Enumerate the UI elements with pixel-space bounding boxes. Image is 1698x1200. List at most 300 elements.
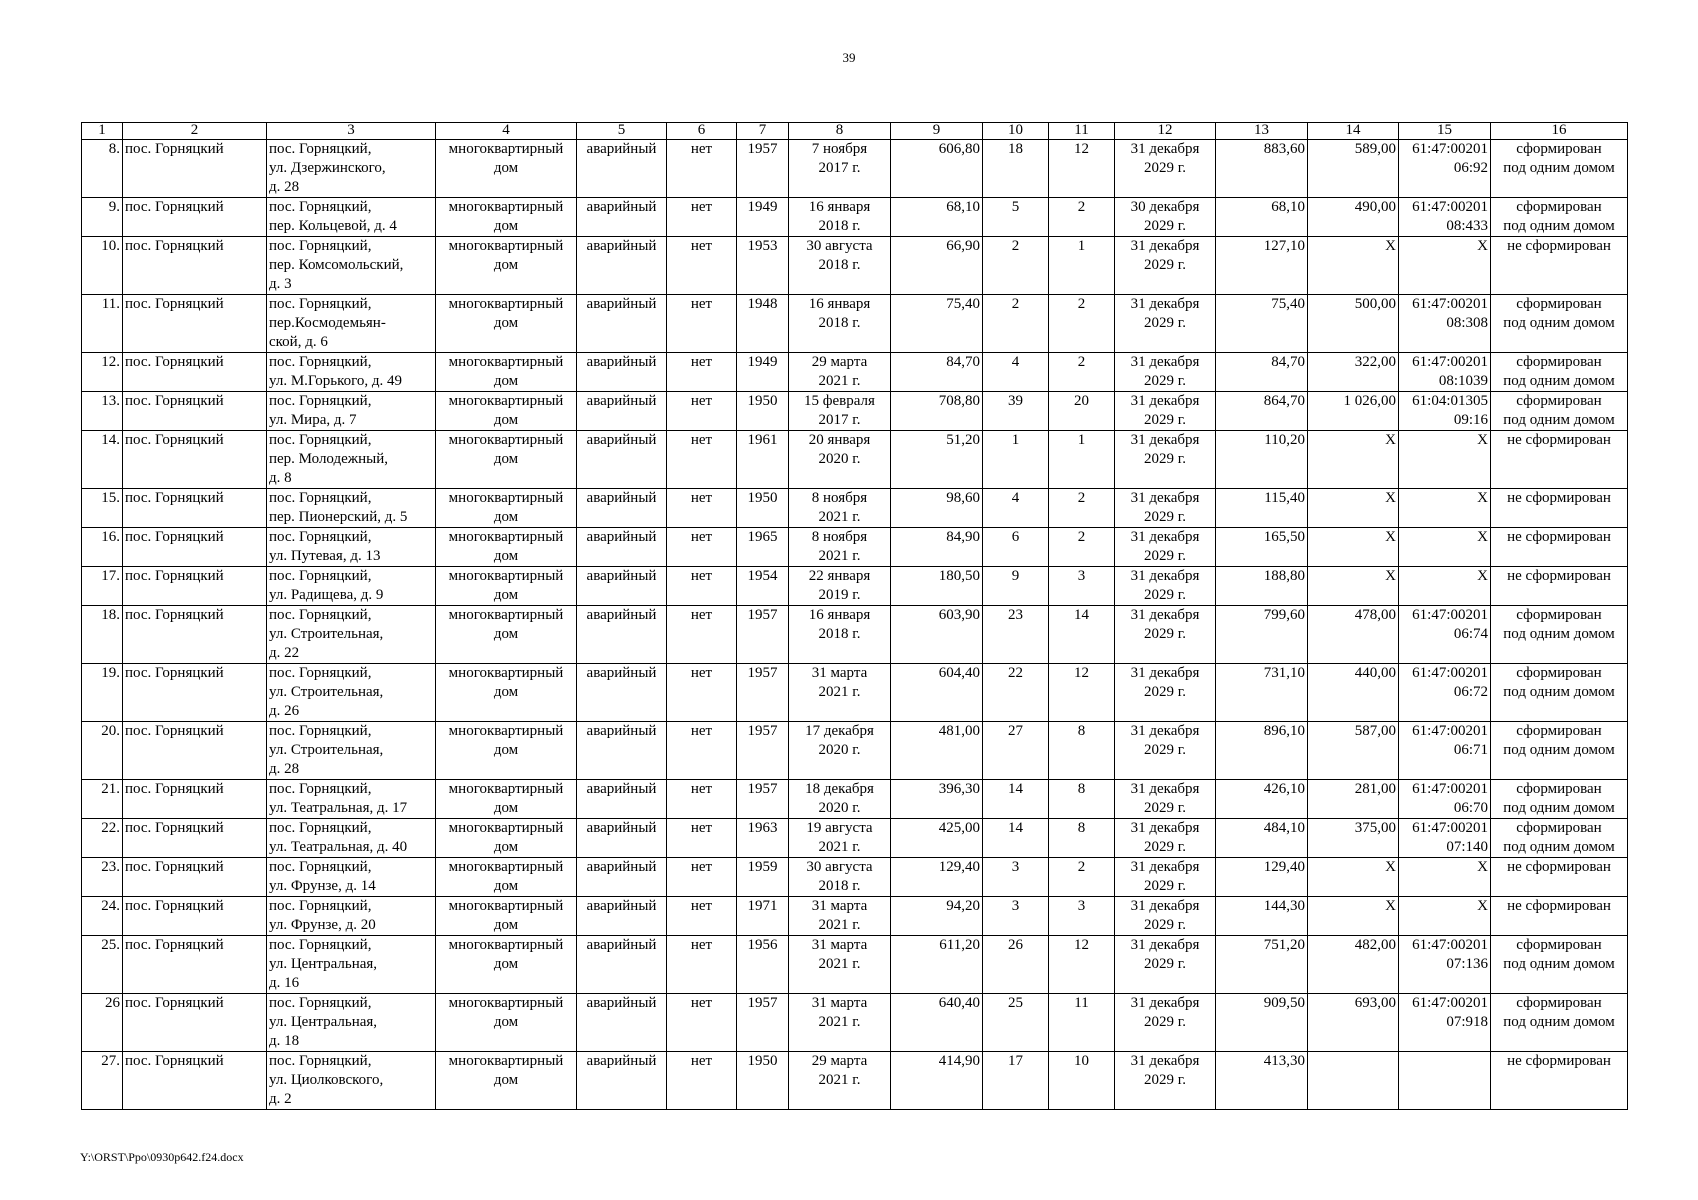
cell-row-number: 21. — [82, 780, 123, 819]
cell-settlement: пос. Горняцкий — [123, 140, 267, 198]
cell-year-built: 1963 — [737, 819, 789, 858]
cell-address: пос. Горняцкий, ул. Фрунзе, д. 14 — [267, 858, 436, 897]
cell-total-area: 896,10 — [1216, 722, 1308, 780]
cell-area: 51,20 — [891, 431, 983, 489]
cell-condition: аварийный — [577, 858, 667, 897]
cell-condition: аварийный — [577, 1052, 667, 1110]
cell-recognition-date: 20 января 2020 г. — [789, 431, 891, 489]
cell-land-area: 1 026,00 — [1308, 392, 1399, 431]
cell-apartments: 3 — [1049, 897, 1115, 936]
cell-land-status: сформирован под одним домом — [1491, 606, 1628, 664]
column-header-5: 5 — [577, 123, 667, 140]
cell-address: пос. Горняцкий, ул. Театральная, д. 40 — [267, 819, 436, 858]
cell-residents: 14 — [983, 780, 1049, 819]
cell-cadastral-number: Х — [1399, 431, 1491, 489]
column-header-16: 16 — [1491, 123, 1628, 140]
cell-cadastral-number — [1399, 1052, 1491, 1110]
cell-residents: 4 — [983, 353, 1049, 392]
cell-settlement: пос. Горняцкий — [123, 392, 267, 431]
cell-settlement: пос. Горняцкий — [123, 431, 267, 489]
table-row — [82, 567, 1628, 606]
cell-building-type: многоквартирный дом — [436, 858, 577, 897]
cell-land-area — [1308, 1052, 1399, 1110]
cell-land-area: 440,00 — [1308, 664, 1399, 722]
cell-area: 396,30 — [891, 780, 983, 819]
footer-file-path: Y:\ORST\Ppo\0930p642.f24.docx — [80, 1150, 244, 1164]
housing-table — [81, 122, 1628, 1110]
cell-land-area: 693,00 — [1308, 994, 1399, 1052]
cell-building-type: многоквартирный дом — [436, 295, 577, 353]
cell-residents: 1 — [983, 431, 1049, 489]
cell-status-flag: нет — [667, 140, 737, 198]
cell-total-area: 127,10 — [1216, 237, 1308, 295]
table-row — [82, 489, 1628, 528]
cell-land-status: сформирован под одним домом — [1491, 353, 1628, 392]
cell-resettlement-date: 31 декабря 2029 г. — [1115, 819, 1216, 858]
column-header-4: 4 — [436, 123, 577, 140]
cell-land-status: сформирован под одним домом — [1491, 198, 1628, 237]
cell-land-area: 589,00 — [1308, 140, 1399, 198]
cell-land-status: не сформирован — [1491, 1052, 1628, 1110]
cell-resettlement-date: 31 декабря 2029 г. — [1115, 392, 1216, 431]
cell-condition: аварийный — [577, 392, 667, 431]
cell-condition: аварийный — [577, 606, 667, 664]
cell-land-status: сформирован под одним домом — [1491, 295, 1628, 353]
cell-land-area: 322,00 — [1308, 353, 1399, 392]
cell-area: 129,40 — [891, 858, 983, 897]
cell-address: пос. Горняцкий, ул. Центральная, д. 18 — [267, 994, 436, 1052]
cell-land-status: не сформирован — [1491, 858, 1628, 897]
cell-area: 68,10 — [891, 198, 983, 237]
table-header-row — [82, 123, 1628, 140]
cell-area: 98,60 — [891, 489, 983, 528]
cell-cadastral-number: Х — [1399, 567, 1491, 606]
cell-cadastral-number: 61:47:00201 06:71 — [1399, 722, 1491, 780]
cell-status-flag: нет — [667, 431, 737, 489]
cell-total-area: 883,60 — [1216, 140, 1308, 198]
cell-residents: 6 — [983, 528, 1049, 567]
cell-address: пос. Горняцкий, ул. Строительная, д. 22 — [267, 606, 436, 664]
cell-apartments: 10 — [1049, 1052, 1115, 1110]
cell-area: 425,00 — [891, 819, 983, 858]
table-row — [82, 431, 1628, 489]
table-row — [82, 237, 1628, 295]
cell-condition: аварийный — [577, 489, 667, 528]
cell-apartments: 2 — [1049, 528, 1115, 567]
cell-apartments: 2 — [1049, 295, 1115, 353]
cell-settlement: пос. Горняцкий — [123, 819, 267, 858]
cell-land-area: Х — [1308, 431, 1399, 489]
cell-settlement: пос. Горняцкий — [123, 295, 267, 353]
cell-land-status: сформирован под одним домом — [1491, 936, 1628, 994]
cell-residents: 23 — [983, 606, 1049, 664]
cell-area: 84,70 — [891, 353, 983, 392]
cell-row-number: 24. — [82, 897, 123, 936]
cell-residents: 9 — [983, 567, 1049, 606]
cell-row-number: 25. — [82, 936, 123, 994]
cell-residents: 25 — [983, 994, 1049, 1052]
cell-year-built: 1957 — [737, 664, 789, 722]
cell-row-number: 26 — [82, 994, 123, 1052]
column-header-3: 3 — [267, 123, 436, 140]
cell-year-built: 1949 — [737, 198, 789, 237]
cell-land-status: не сформирован — [1491, 489, 1628, 528]
cell-land-area: 281,00 — [1308, 780, 1399, 819]
cell-settlement: пос. Горняцкий — [123, 936, 267, 994]
cell-land-area: 375,00 — [1308, 819, 1399, 858]
cell-building-type: многоквартирный дом — [436, 1052, 577, 1110]
cell-apartments: 1 — [1049, 237, 1115, 295]
cell-total-area: 799,60 — [1216, 606, 1308, 664]
cell-area: 606,80 — [891, 140, 983, 198]
table-row — [82, 897, 1628, 936]
cell-building-type: многоквартирный дом — [436, 897, 577, 936]
cell-land-status: не сформирован — [1491, 237, 1628, 295]
cell-total-area: 75,40 — [1216, 295, 1308, 353]
cell-address: пос. Горняцкий, ул. М.Горького, д. 49 — [267, 353, 436, 392]
cell-status-flag: нет — [667, 994, 737, 1052]
cell-apartments: 2 — [1049, 353, 1115, 392]
cell-settlement: пос. Горняцкий — [123, 353, 267, 392]
cell-land-status: сформирован под одним домом — [1491, 392, 1628, 431]
cell-total-area: 751,20 — [1216, 936, 1308, 994]
cell-building-type: многоквартирный дом — [436, 780, 577, 819]
cell-recognition-date: 16 января 2018 г. — [789, 295, 891, 353]
cell-land-status: не сформирован — [1491, 528, 1628, 567]
table-row — [82, 198, 1628, 237]
cell-address: пос. Горняцкий, пер.Космодемьян- ской, д. 6 — [267, 295, 436, 353]
cell-recognition-date: 31 марта 2021 г. — [789, 897, 891, 936]
cell-settlement: пос. Горняцкий — [123, 1052, 267, 1110]
cell-apartments: 8 — [1049, 819, 1115, 858]
cell-settlement: пос. Горняцкий — [123, 237, 267, 295]
cell-total-area: 909,50 — [1216, 994, 1308, 1052]
cell-residents: 26 — [983, 936, 1049, 994]
cell-recognition-date: 30 августа 2018 г. — [789, 858, 891, 897]
cell-total-area: 426,10 — [1216, 780, 1308, 819]
cell-settlement: пос. Горняцкий — [123, 780, 267, 819]
cell-resettlement-date: 31 декабря 2029 г. — [1115, 722, 1216, 780]
cell-row-number: 14. — [82, 431, 123, 489]
cell-address: пос. Горняцкий, ул. Мира, д. 7 — [267, 392, 436, 431]
cell-row-number: 17. — [82, 567, 123, 606]
cell-land-area: Х — [1308, 528, 1399, 567]
cell-total-area: 731,10 — [1216, 664, 1308, 722]
cell-status-flag: нет — [667, 606, 737, 664]
cell-apartments: 3 — [1049, 567, 1115, 606]
cell-recognition-date: 8 ноября 2021 г. — [789, 528, 891, 567]
cell-resettlement-date: 31 декабря 2029 г. — [1115, 994, 1216, 1052]
column-header-11: 11 — [1049, 123, 1115, 140]
cell-condition: аварийный — [577, 994, 667, 1052]
cell-row-number: 13. — [82, 392, 123, 431]
cell-building-type: многоквартирный дом — [436, 664, 577, 722]
cell-resettlement-date: 31 декабря 2029 г. — [1115, 858, 1216, 897]
table-row — [82, 140, 1628, 198]
cell-condition: аварийный — [577, 780, 667, 819]
cell-address: пос. Горняцкий, ул. Дзержинского, д. 28 — [267, 140, 436, 198]
cell-condition: аварийный — [577, 819, 667, 858]
table-row — [82, 606, 1628, 664]
cell-land-status: сформирован под одним домом — [1491, 664, 1628, 722]
cell-row-number: 15. — [82, 489, 123, 528]
cell-cadastral-number: 61:47:00201 08:433 — [1399, 198, 1491, 237]
cell-cadastral-number: Х — [1399, 858, 1491, 897]
cell-residents: 3 — [983, 858, 1049, 897]
cell-resettlement-date: 31 декабря 2029 г. — [1115, 664, 1216, 722]
cell-building-type: многоквартирный дом — [436, 567, 577, 606]
cell-area: 708,80 — [891, 392, 983, 431]
cell-address: пос. Горняцкий, пер. Пионерский, д. 5 — [267, 489, 436, 528]
cell-status-flag: нет — [667, 528, 737, 567]
cell-building-type: многоквартирный дом — [436, 431, 577, 489]
cell-area: 604,40 — [891, 664, 983, 722]
cell-cadastral-number: Х — [1399, 528, 1491, 567]
cell-recognition-date: 29 марта 2021 г. — [789, 1052, 891, 1110]
cell-settlement: пос. Горняцкий — [123, 664, 267, 722]
cell-area: 66,90 — [891, 237, 983, 295]
cell-recognition-date: 18 декабря 2020 г. — [789, 780, 891, 819]
cell-year-built: 1965 — [737, 528, 789, 567]
cell-address: пос. Горняцкий, пер. Комсомольский, д. 3 — [267, 237, 436, 295]
table-row — [82, 936, 1628, 994]
cell-status-flag: нет — [667, 237, 737, 295]
cell-row-number: 20. — [82, 722, 123, 780]
cell-total-area: 413,30 — [1216, 1052, 1308, 1110]
cell-status-flag: нет — [667, 664, 737, 722]
column-header-13: 13 — [1216, 123, 1308, 140]
cell-row-number: 19. — [82, 664, 123, 722]
cell-building-type: многоквартирный дом — [436, 819, 577, 858]
cell-settlement: пос. Горняцкий — [123, 528, 267, 567]
cell-status-flag: нет — [667, 198, 737, 237]
cell-row-number: 16. — [82, 528, 123, 567]
column-header-15: 15 — [1399, 123, 1491, 140]
cell-area: 180,50 — [891, 567, 983, 606]
cell-address: пос. Горняцкий, пер. Молодежный, д. 8 — [267, 431, 436, 489]
cell-land-area: 587,00 — [1308, 722, 1399, 780]
cell-resettlement-date: 31 декабря 2029 г. — [1115, 489, 1216, 528]
cell-year-built: 1957 — [737, 606, 789, 664]
cell-address: пос. Горняцкий, ул. Центральная, д. 16 — [267, 936, 436, 994]
cell-recognition-date: 31 марта 2021 г. — [789, 936, 891, 994]
cell-row-number: 22. — [82, 819, 123, 858]
cell-recognition-date: 7 ноября 2017 г. — [789, 140, 891, 198]
cell-residents: 2 — [983, 295, 1049, 353]
column-header-1: 1 — [82, 123, 123, 140]
cell-recognition-date: 29 марта 2021 г. — [789, 353, 891, 392]
cell-cadastral-number: 61:47:00201 08:308 — [1399, 295, 1491, 353]
cell-row-number: 27. — [82, 1052, 123, 1110]
cell-total-area: 110,20 — [1216, 431, 1308, 489]
cell-apartments: 20 — [1049, 392, 1115, 431]
cell-recognition-date: 15 февраля 2017 г. — [789, 392, 891, 431]
cell-land-area: Х — [1308, 858, 1399, 897]
cell-building-type: многоквартирный дом — [436, 936, 577, 994]
cell-resettlement-date: 31 декабря 2029 г. — [1115, 528, 1216, 567]
cell-residents: 5 — [983, 198, 1049, 237]
cell-residents: 22 — [983, 664, 1049, 722]
cell-status-flag: нет — [667, 392, 737, 431]
column-header-14: 14 — [1308, 123, 1399, 140]
cell-status-flag: нет — [667, 1052, 737, 1110]
cell-year-built: 1957 — [737, 722, 789, 780]
table-body — [82, 140, 1628, 1110]
cell-recognition-date: 16 января 2018 г. — [789, 606, 891, 664]
cell-land-area: Х — [1308, 237, 1399, 295]
table-row — [82, 392, 1628, 431]
cell-recognition-date: 31 марта 2021 г. — [789, 664, 891, 722]
cell-apartments: 8 — [1049, 780, 1115, 819]
cell-status-flag: нет — [667, 858, 737, 897]
cell-area: 481,00 — [891, 722, 983, 780]
cell-apartments: 8 — [1049, 722, 1115, 780]
column-header-8: 8 — [789, 123, 891, 140]
cell-land-status: сформирован под одним домом — [1491, 780, 1628, 819]
cell-status-flag: нет — [667, 897, 737, 936]
cell-resettlement-date: 31 декабря 2029 г. — [1115, 567, 1216, 606]
cell-status-flag: нет — [667, 936, 737, 994]
cell-residents: 39 — [983, 392, 1049, 431]
cell-cadastral-number: Х — [1399, 489, 1491, 528]
cell-apartments: 2 — [1049, 858, 1115, 897]
cell-condition: аварийный — [577, 431, 667, 489]
cell-year-built: 1950 — [737, 1052, 789, 1110]
cell-year-built: 1953 — [737, 237, 789, 295]
cell-cadastral-number: 61:47:00201 07:140 — [1399, 819, 1491, 858]
cell-land-status: не сформирован — [1491, 897, 1628, 936]
cell-residents: 14 — [983, 819, 1049, 858]
cell-building-type: многоквартирный дом — [436, 528, 577, 567]
cell-area: 84,90 — [891, 528, 983, 567]
cell-land-area: Х — [1308, 897, 1399, 936]
cell-status-flag: нет — [667, 353, 737, 392]
cell-area: 75,40 — [891, 295, 983, 353]
column-header-9: 9 — [891, 123, 983, 140]
cell-building-type: многоквартирный дом — [436, 198, 577, 237]
cell-year-built: 1957 — [737, 994, 789, 1052]
table-row — [82, 1052, 1628, 1110]
table-row — [82, 819, 1628, 858]
cell-year-built: 1957 — [737, 780, 789, 819]
cell-land-area: 500,00 — [1308, 295, 1399, 353]
cell-status-flag: нет — [667, 780, 737, 819]
cell-condition: аварийный — [577, 897, 667, 936]
cell-status-flag: нет — [667, 295, 737, 353]
table-row — [82, 994, 1628, 1052]
cell-recognition-date: 31 марта 2021 г. — [789, 994, 891, 1052]
cell-residents: 17 — [983, 1052, 1049, 1110]
cell-resettlement-date: 30 декабря 2029 г. — [1115, 198, 1216, 237]
cell-recognition-date: 17 декабря 2020 г. — [789, 722, 891, 780]
cell-recognition-date: 30 августа 2018 г. — [789, 237, 891, 295]
cell-total-area: 84,70 — [1216, 353, 1308, 392]
cell-status-flag: нет — [667, 722, 737, 780]
page-number: 39 — [842, 50, 856, 65]
cell-row-number: 8. — [82, 140, 123, 198]
column-header-7: 7 — [737, 123, 789, 140]
cell-land-status: сформирован под одним домом — [1491, 722, 1628, 780]
cell-area: 414,90 — [891, 1052, 983, 1110]
cell-apartments: 12 — [1049, 936, 1115, 994]
column-header-12: 12 — [1115, 123, 1216, 140]
cell-land-area: 490,00 — [1308, 198, 1399, 237]
cell-land-area: 478,00 — [1308, 606, 1399, 664]
cell-area: 611,20 — [891, 936, 983, 994]
cell-apartments: 2 — [1049, 198, 1115, 237]
cell-total-area: 129,40 — [1216, 858, 1308, 897]
cell-address: пос. Горняцкий, ул. Радищева, д. 9 — [267, 567, 436, 606]
cell-cadastral-number: 61:47:00201 07:136 — [1399, 936, 1491, 994]
cell-building-type: многоквартирный дом — [436, 140, 577, 198]
cell-year-built: 1961 — [737, 431, 789, 489]
cell-condition: аварийный — [577, 936, 667, 994]
cell-resettlement-date: 31 декабря 2029 г. — [1115, 606, 1216, 664]
cell-cadastral-number: 61:47:00201 08:1039 — [1399, 353, 1491, 392]
cell-total-area: 484,10 — [1216, 819, 1308, 858]
cell-apartments: 2 — [1049, 489, 1115, 528]
cell-resettlement-date: 31 декабря 2029 г. — [1115, 431, 1216, 489]
cell-residents: 27 — [983, 722, 1049, 780]
cell-land-area: Х — [1308, 567, 1399, 606]
cell-address: пос. Горняцкий, ул. Театральная, д. 17 — [267, 780, 436, 819]
cell-address: пос. Горняцкий, ул. Циолковского, д. 2 — [267, 1052, 436, 1110]
cell-settlement: пос. Горняцкий — [123, 722, 267, 780]
cell-residents: 4 — [983, 489, 1049, 528]
cell-cadastral-number: 61:47:00201 06:74 — [1399, 606, 1491, 664]
cell-resettlement-date: 31 декабря 2029 г. — [1115, 936, 1216, 994]
cell-cadastral-number: Х — [1399, 237, 1491, 295]
cell-land-status: не сформирован — [1491, 567, 1628, 606]
cell-building-type: многоквартирный дом — [436, 353, 577, 392]
cell-condition: аварийный — [577, 295, 667, 353]
cell-condition: аварийный — [577, 353, 667, 392]
cell-apartments: 12 — [1049, 664, 1115, 722]
cell-recognition-date: 16 января 2018 г. — [789, 198, 891, 237]
cell-land-status: сформирован под одним домом — [1491, 994, 1628, 1052]
cell-year-built: 1957 — [737, 140, 789, 198]
cell-resettlement-date: 31 декабря 2029 г. — [1115, 353, 1216, 392]
cell-recognition-date: 22 января 2019 г. — [789, 567, 891, 606]
cell-residents: 2 — [983, 237, 1049, 295]
cell-year-built: 1956 — [737, 936, 789, 994]
cell-land-area: Х — [1308, 489, 1399, 528]
cell-row-number: 11. — [82, 295, 123, 353]
cell-condition: аварийный — [577, 140, 667, 198]
column-header-2: 2 — [123, 123, 267, 140]
table-row — [82, 780, 1628, 819]
cell-settlement: пос. Горняцкий — [123, 858, 267, 897]
cell-year-built: 1971 — [737, 897, 789, 936]
column-header-6: 6 — [667, 123, 737, 140]
cell-status-flag: нет — [667, 489, 737, 528]
cell-land-status: сформирован под одним домом — [1491, 140, 1628, 198]
cell-area: 94,20 — [891, 897, 983, 936]
cell-apartments: 14 — [1049, 606, 1115, 664]
cell-building-type: многоквартирный дом — [436, 722, 577, 780]
cell-row-number: 12. — [82, 353, 123, 392]
cell-resettlement-date: 31 декабря 2029 г. — [1115, 897, 1216, 936]
cell-settlement: пос. Горняцкий — [123, 897, 267, 936]
cell-recognition-date: 8 ноября 2021 г. — [789, 489, 891, 528]
cell-condition: аварийный — [577, 528, 667, 567]
table-row — [82, 528, 1628, 567]
cell-land-status: сформирован под одним домом — [1491, 819, 1628, 858]
cell-total-area: 68,10 — [1216, 198, 1308, 237]
cell-condition: аварийный — [577, 198, 667, 237]
cell-cadastral-number: 61:47:00201 07:918 — [1399, 994, 1491, 1052]
cell-condition: аварийный — [577, 664, 667, 722]
